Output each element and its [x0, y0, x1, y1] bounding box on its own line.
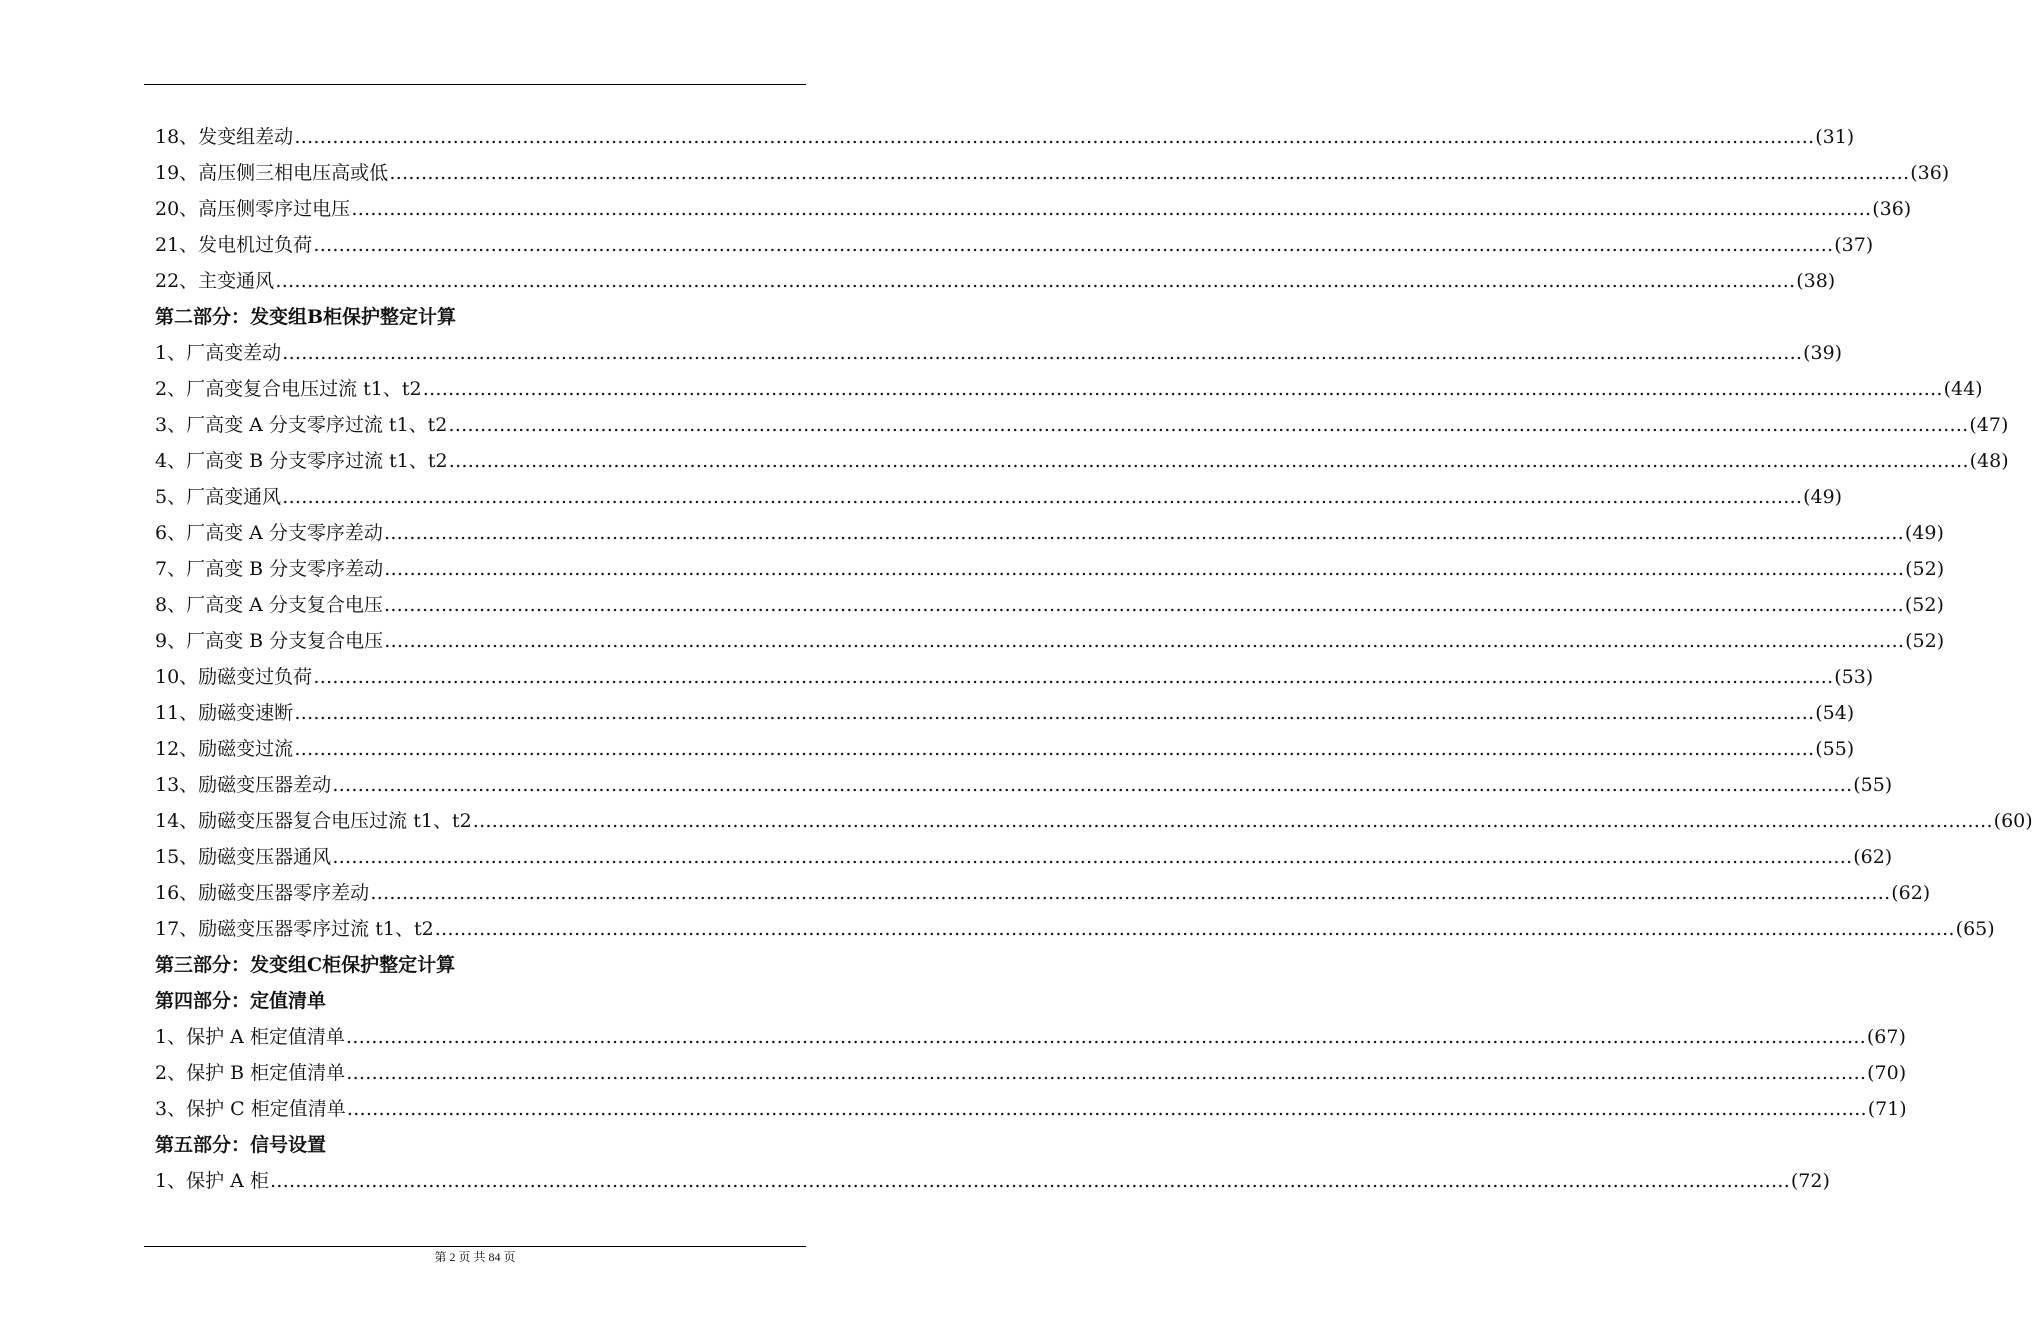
toc-section-heading: 第二部分：发变组B柜保护整定计算: [155, 306, 457, 328]
toc-section-heading: 第三部分：发变组C柜保护整定计算: [155, 954, 456, 976]
toc-dot-leader: ……………………………………………………………………………………………………………………………………………………………………………………………………………………: [313, 666, 1834, 688]
toc-entry: [155, 191, 1912, 227]
toc-entry-page: (71): [1867, 1098, 1907, 1120]
toc-entry: [155, 695, 1855, 731]
toc-entry-page: (36): [1910, 162, 1950, 184]
toc-entry-page: (52): [1905, 558, 1945, 580]
page-footer: 第 2 页 共 84 页: [434, 1250, 516, 1264]
toc-dot-leader: ……………………………………………………………………………………………………………………………………………………………………………………………………………………: [332, 774, 1853, 796]
toc-entry: [155, 839, 1893, 875]
toc-entry: [155, 1163, 1830, 1199]
toc-section-heading: 第五部分：信号设置: [155, 1134, 327, 1156]
toc-dot-leader: ……………………………………………………………………………………………………………………………………………………………………………………………………………………: [275, 270, 1796, 292]
header-rule: [144, 84, 806, 85]
toc-entry: [155, 335, 1843, 371]
toc-dot-leader: ……………………………………………………………………………………………………………………………………………………………………………………………………………………: [384, 630, 1905, 652]
toc-dot-leader: ……………………………………………………………………………………………………………………………………………………………………………………………………………………: [294, 738, 1815, 760]
toc-entry: [155, 443, 2009, 479]
toc-entry: [155, 515, 1944, 551]
toc-dot-leader: ……………………………………………………………………………………………………………………………………………………………………………………………………………………: [346, 1098, 1867, 1120]
toc-entry: [155, 803, 2033, 839]
toc-dot-leader: ……………………………………………………………………………………………………………………………………………………………………………………………………………………: [448, 450, 1969, 472]
toc-dot-leader: ……………………………………………………………………………………………………………………………………………………………………………………………………………………: [313, 234, 1834, 256]
toc-dot-leader: ……………………………………………………………………………………………………………………………………………………………………………………………………………………: [269, 1170, 1790, 1192]
toc-entry-label: 1、保护 A 柜定值清单: [155, 1026, 345, 1048]
toc-entry-label: 1、厂高变差动: [155, 342, 282, 364]
toc-dot-leader: ……………………………………………………………………………………………………………………………………………………………………………………………………………………: [370, 882, 1891, 904]
toc-entry: [155, 623, 1945, 659]
toc-entry: [155, 227, 1874, 263]
toc-entry-page: (72): [1790, 1170, 1830, 1192]
toc-entry: [155, 1019, 1906, 1055]
toc-entry: [155, 731, 1855, 767]
toc-entry: [155, 911, 1995, 947]
toc-entry-page: (62): [1891, 882, 1931, 904]
toc-entry-page: (70): [1867, 1062, 1907, 1084]
toc-entry: [155, 119, 1855, 155]
toc-section-heading: 第四部分：定值清单: [155, 990, 327, 1012]
toc-entry-label: 16、励磁变压器零序差动: [155, 882, 370, 904]
toc-entry-page: (55): [1853, 774, 1893, 796]
toc-entry-label: 3、保护 C 柜定值清单: [155, 1098, 346, 1120]
toc-entry-label: 11、励磁变速断: [155, 702, 294, 724]
toc-dot-leader: ……………………………………………………………………………………………………………………………………………………………………………………………………………………: [434, 918, 1955, 940]
toc-entry-page: (67): [1866, 1026, 1906, 1048]
toc-entry-page: (53): [1834, 666, 1874, 688]
toc-entry-label: 12、励磁变过流: [155, 738, 294, 760]
toc-dot-leader: ……………………………………………………………………………………………………………………………………………………………………………………………………………………: [346, 1062, 1867, 1084]
toc-entry: [155, 875, 1931, 911]
toc-entry-label: 22、主变通风: [155, 270, 275, 292]
footer-rule: [144, 1246, 806, 1247]
toc-entry-label: 7、厂高变 B 分支零序差动: [155, 558, 384, 580]
toc-entry-page: (65): [1955, 918, 1995, 940]
toc-entry-label: 4、厂高变 B 分支零序过流 t1、t2: [155, 450, 448, 472]
toc-entry-page: (38): [1796, 270, 1836, 292]
toc-entry-page: (49): [1803, 486, 1843, 508]
toc-dot-leader: ……………………………………………………………………………………………………………………………………………………………………………………………………………………: [294, 126, 1815, 148]
toc-entry: [155, 1055, 1907, 1091]
toc-entry: [155, 659, 1874, 695]
toc-dot-leader: ……………………………………………………………………………………………………………………………………………………………………………………………………………………: [448, 414, 1969, 436]
toc-dot-leader: ……………………………………………………………………………………………………………………………………………………………………………………………………………………: [389, 162, 1910, 184]
toc-entry-label: 18、发变组差动: [155, 126, 294, 148]
toc-entry-page: (54): [1815, 702, 1855, 724]
toc-entry-page: (48): [1969, 450, 2009, 472]
toc-entry-page: (37): [1834, 234, 1874, 256]
toc-entry-page: (36): [1872, 198, 1912, 220]
toc-dot-leader: ……………………………………………………………………………………………………………………………………………………………………………………………………………………: [383, 522, 1904, 544]
toc-entry-label: 2、保护 B 柜定值清单: [155, 1062, 346, 1084]
toc-entry-label: 21、发电机过负荷: [155, 234, 313, 256]
toc-dot-leader: ……………………………………………………………………………………………………………………………………………………………………………………………………………………: [422, 378, 1943, 400]
toc-entry-page: (55): [1815, 738, 1855, 760]
toc-entry-label: 14、励磁变压器复合电压过流 t1、t2: [155, 810, 472, 832]
toc-entry-label: 6、厂高变 A 分支零序差动: [155, 522, 383, 544]
toc-dot-leader: ……………………………………………………………………………………………………………………………………………………………………………………………………………………: [472, 810, 1993, 832]
toc-dot-leader: ……………………………………………………………………………………………………………………………………………………………………………………………………………………: [351, 198, 1872, 220]
toc-entry-page: (44): [1943, 378, 1983, 400]
toc-entry-label: 20、高压侧零序过电压: [155, 198, 351, 220]
toc-entry: [155, 263, 1836, 299]
toc-entry: [155, 479, 1843, 515]
toc-entry-label: 8、厂高变 A 分支复合电压: [155, 594, 383, 616]
toc-entry: [155, 371, 1983, 407]
toc-entry-label: 1、保护 A 柜: [155, 1170, 269, 1192]
toc-entry-page: (39): [1803, 342, 1843, 364]
toc-dot-leader: ……………………………………………………………………………………………………………………………………………………………………………………………………………………: [383, 594, 1904, 616]
toc-entry-label: 9、厂高变 B 分支复合电压: [155, 630, 384, 652]
toc-entry: [155, 551, 1945, 587]
toc-entry: [155, 587, 1944, 623]
toc-entry-page: (52): [1904, 594, 1944, 616]
toc-entry-page: (62): [1853, 846, 1893, 868]
toc-dot-leader: ……………………………………………………………………………………………………………………………………………………………………………………………………………………: [345, 1026, 1866, 1048]
toc-entry-label: 15、励磁变压器通风: [155, 846, 332, 868]
toc-entry-label: 17、励磁变压器零序过流 t1、t2: [155, 918, 434, 940]
toc-entry-page: (47): [1969, 414, 2009, 436]
toc-dot-leader: ……………………………………………………………………………………………………………………………………………………………………………………………………………………: [294, 702, 1815, 724]
toc-entry-label: 5、厂高变通风: [155, 486, 282, 508]
toc-entry-label: 19、高压侧三相电压高或低: [155, 162, 389, 184]
toc-entry-label: 13、励磁变压器差动: [155, 774, 332, 796]
toc-entry-page: (49): [1904, 522, 1944, 544]
table-of-contents: [155, 119, 2033, 1199]
toc-dot-leader: ……………………………………………………………………………………………………………………………………………………………………………………………………………………: [282, 342, 1803, 364]
toc-dot-leader: ……………………………………………………………………………………………………………………………………………………………………………………………………………………: [332, 846, 1853, 868]
toc-entry-page: (60): [1993, 810, 2033, 832]
toc-entry: [155, 155, 1950, 191]
toc-entry-label: 10、励磁变过负荷: [155, 666, 313, 688]
toc-entry: [155, 767, 1893, 803]
toc-entry-page: (52): [1905, 630, 1945, 652]
toc-entry-label: 2、厂高变复合电压过流 t1、t2: [155, 378, 422, 400]
toc-entry: [155, 1091, 1907, 1127]
toc-entry: [155, 407, 2009, 443]
toc-entry-label: 3、厂高变 A 分支零序过流 t1、t2: [155, 414, 448, 436]
toc-dot-leader: ……………………………………………………………………………………………………………………………………………………………………………………………………………………: [282, 486, 1803, 508]
toc-entry-page: (31): [1815, 126, 1855, 148]
toc-dot-leader: ……………………………………………………………………………………………………………………………………………………………………………………………………………………: [384, 558, 1905, 580]
